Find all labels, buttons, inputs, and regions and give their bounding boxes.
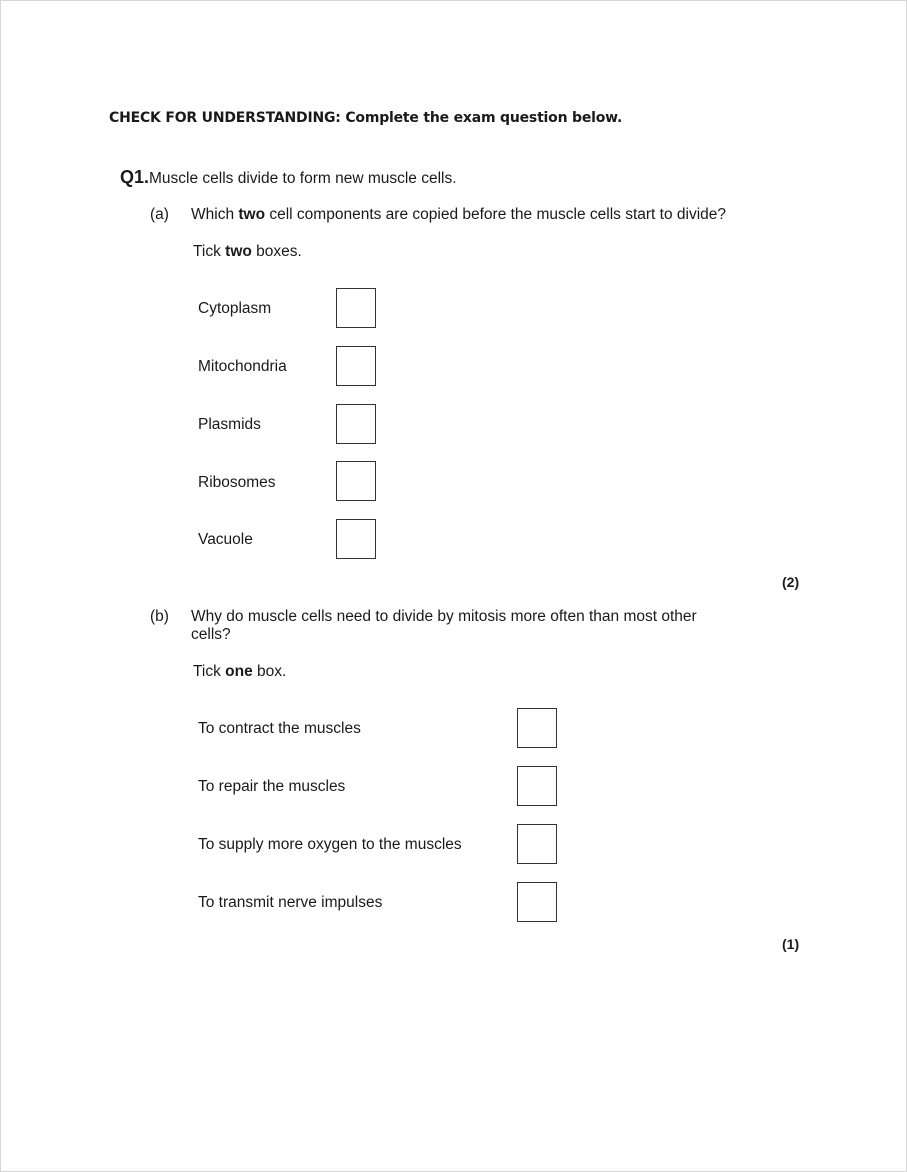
- tick-box-mitochondria[interactable]: [336, 346, 376, 386]
- tick-box-oxygen[interactable]: [517, 824, 557, 864]
- tick-box-vacuole[interactable]: [336, 519, 376, 559]
- part-a-question-emphasis: two: [238, 206, 266, 223]
- question-1: [120, 167, 457, 188]
- option-label: Vacuole: [198, 531, 253, 548]
- tick-box-nerve-impulses[interactable]: [517, 882, 557, 922]
- option-label: Ribosomes: [198, 474, 276, 491]
- tick-box-cytoplasm[interactable]: [336, 288, 376, 328]
- part-a-instruction-text: Tick: [193, 243, 226, 260]
- part-b-instruction-text: Tick: [193, 663, 226, 680]
- part-b-instruction-emphasis: one: [225, 663, 253, 680]
- option-label: Cytoplasm: [198, 300, 272, 317]
- question-stem: Muscle cells divide to form new muscle cells.: [149, 170, 457, 187]
- part-a-instruction-emphasis: two: [225, 243, 252, 260]
- tick-box-contract[interactable]: [517, 708, 557, 748]
- part-b-marks: (1): [782, 936, 800, 952]
- part-a-question-text-end: cell components are copied before the muscle cells start to divide?: [265, 206, 726, 223]
- part-b-instruction-text-end: box.: [252, 663, 287, 680]
- option-label: To transmit nerve impulses: [198, 894, 383, 911]
- question-number: Q1.: [120, 167, 150, 187]
- part-a-instruction: [193, 243, 302, 261]
- part-a-question-text: Which: [191, 206, 239, 223]
- option-label: To contract the muscles: [198, 720, 361, 737]
- page-heading: CHECK FOR UNDERSTANDING: Complete the exam question below.: [109, 110, 623, 126]
- option-label: To supply more oxygen to the muscles: [198, 836, 462, 853]
- option-label: Mitochondria: [198, 358, 287, 375]
- part-a-label: (a): [150, 206, 169, 223]
- part-b-instruction: [193, 663, 286, 681]
- part-a-marks: (2): [782, 574, 800, 590]
- option-label: Plasmids: [198, 416, 261, 433]
- part-b-label: (b): [150, 608, 169, 625]
- tick-box-ribosomes[interactable]: [336, 461, 376, 501]
- tick-box-repair[interactable]: [517, 766, 557, 806]
- option-label: To repair the muscles: [198, 778, 346, 795]
- part-b-question: Why do muscle cells need to divide by mitosis more often than most other cells?: [191, 608, 697, 643]
- tick-box-plasmids[interactable]: [336, 404, 376, 444]
- part-a-instruction-text-end: boxes.: [251, 243, 302, 260]
- part-a-question: [191, 206, 726, 224]
